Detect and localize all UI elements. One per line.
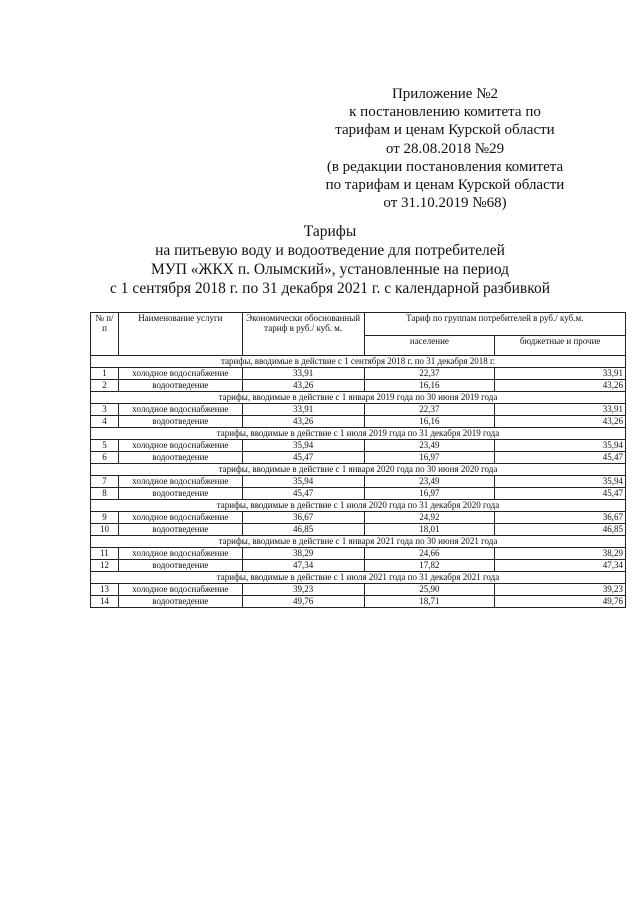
row-number: 4 [91,416,119,428]
economic-tariff-value: 43,26 [242,380,364,392]
row-number: 13 [91,584,119,596]
population-tariff-value: 16,16 [364,380,495,392]
period-label: тарифы, вводимые в действие с 1 июля 2021 года по 31 декабря 2021 года [91,572,626,584]
row-number: 3 [91,404,119,416]
population-tariff-value: 23,49 [364,440,495,452]
service-name: водоотведение [118,524,242,536]
appendix-line: по тарифам и ценам Курской области [325,177,565,194]
period-label: тарифы, вводимые в действие с 1 января 2019 года по 30 июня 2019 года [91,392,626,404]
row-number: 6 [91,452,119,464]
service-name: холодное водоснабжение [118,368,242,380]
budget-tariff-value: 47,34 [495,560,626,572]
table-row [91,416,626,428]
header-service: Наименование услуги [118,313,242,356]
title-line: МУП «ЖКХ п. Олымский», установленные на период [150,261,510,278]
table-row [91,404,626,416]
table-row [91,596,626,608]
row-number: 5 [91,440,119,452]
appendix-line: (в редакции постановления комитета [326,158,564,175]
appendix-line: к постановлению комитета по [349,104,541,121]
budget-tariff-value: 43,26 [495,416,626,428]
economic-tariff-value: 35,94 [242,476,364,488]
tariff-table [90,312,626,608]
population-tariff-value: 18,01 [364,524,495,536]
table-row [91,560,626,572]
service-name: холодное водоснабжение [118,404,242,416]
service-name: водоотведение [118,488,242,500]
service-name: холодное водоснабжение [118,476,242,488]
budget-tariff-value: 36,67 [495,512,626,524]
table-row [91,584,626,596]
service-name: водоотведение [118,416,242,428]
population-tariff-value: 23,49 [364,476,495,488]
appendix-line: тарифам и ценам Курской области [335,122,555,139]
period-row [91,500,626,512]
header-number: № п/п [91,313,119,356]
population-tariff-value: 18,71 [364,596,495,608]
economic-tariff-value: 33,91 [242,404,364,416]
table-row [91,488,626,500]
row-number: 2 [91,380,119,392]
title-line: с 1 сентября 2018 г. по 31 декабря 2021 г. с календарной разбивкой [109,280,551,297]
economic-tariff-value: 45,47 [242,452,364,464]
period-label: тарифы, вводимые в действие с 1 сентября 2018 г. по 31 декабря 2018 г. [91,356,626,368]
row-number: 7 [91,476,119,488]
population-tariff-value: 22,37 [364,404,495,416]
row-number: 11 [91,548,119,560]
table-body [91,356,626,608]
row-number: 10 [91,524,119,536]
table-row [91,440,626,452]
economic-tariff-value: 46,85 [242,524,364,536]
table-row [91,368,626,380]
economic-tariff-value: 36,67 [242,512,364,524]
row-number: 12 [91,560,119,572]
period-row [91,428,626,440]
header-consumer-groups: Тариф по группам потребителей в руб./ куб.м. [364,313,625,336]
service-name: холодное водоснабжение [118,512,242,524]
budget-tariff-value: 33,91 [495,368,626,380]
row-number: 8 [91,488,119,500]
row-number: 14 [91,596,119,608]
row-number: 9 [91,512,119,524]
economic-tariff-value: 35,94 [242,440,364,452]
header-population: население [364,335,495,355]
service-name: водоотведение [118,596,242,608]
table-row [91,452,626,464]
budget-tariff-value: 45,47 [495,452,626,464]
budget-tariff-value: 43,26 [495,380,626,392]
service-name: холодное водоснабжение [118,584,242,596]
population-tariff-value: 16,16 [364,416,495,428]
economic-tariff-value: 47,34 [242,560,364,572]
service-name: водоотведение [118,452,242,464]
budget-tariff-value: 33,91 [495,404,626,416]
population-tariff-value: 17,82 [364,560,495,572]
table-row [91,512,626,524]
budget-tariff-value: 39,23 [495,584,626,596]
header-economic-tariff: Экономически обоснованный тариф в руб./ куб. м. [242,313,364,356]
document-title [60,222,600,298]
budget-tariff-value: 38,29 [495,548,626,560]
economic-tariff-value: 43,26 [242,416,364,428]
period-row [91,536,626,548]
economic-tariff-value: 38,29 [242,548,364,560]
economic-tariff-value: 39,23 [242,584,364,596]
period-row [91,392,626,404]
population-tariff-value: 22,37 [364,368,495,380]
population-tariff-value: 25,90 [364,584,495,596]
appendix-line: от 31.10.2019 №68) [383,195,507,212]
budget-tariff-value: 35,94 [495,476,626,488]
service-name: холодное водоснабжение [118,440,242,452]
service-name: водоотведение [118,380,242,392]
population-tariff-value: 16,97 [364,488,495,500]
period-label: тарифы, вводимые в действие с 1 июля 2019 года по 31 декабря 2019 года [91,428,626,440]
service-name: водоотведение [118,560,242,572]
population-tariff-value: 24,92 [364,512,495,524]
budget-tariff-value: 45,47 [495,488,626,500]
period-row [91,356,626,368]
population-tariff-value: 16,97 [364,452,495,464]
appendix-line: от 28.08.2018 №29 [385,140,505,157]
table-header [91,313,626,356]
period-label: тарифы, вводимые в действие с 1 января 2021 года по 30 июня 2021 года [91,536,626,548]
title-line: на питьевую воду и водоотведение для потребителей [155,242,505,259]
table-row [91,548,626,560]
budget-tariff-value: 35,94 [495,440,626,452]
economic-tariff-value: 45,47 [242,488,364,500]
row-number: 1 [91,368,119,380]
table-row [91,524,626,536]
service-name: холодное водоснабжение [118,548,242,560]
economic-tariff-value: 49,76 [242,596,364,608]
period-label: тарифы, вводимые в действие с 1 января 2020 года по 30 июня 2020 года [91,464,626,476]
appendix-block [300,85,590,212]
appendix-line: Приложение №2 [391,86,499,102]
population-tariff-value: 24,66 [364,548,495,560]
table-row [91,380,626,392]
header-budget: бюджетные и прочие [495,335,626,355]
budget-tariff-value: 49,76 [495,596,626,608]
period-label: тарифы, вводимые в действие с 1 июля 2020 года по 31 декабря 2020 года [91,500,626,512]
title-heading: Тарифы [303,223,357,240]
period-row [91,572,626,584]
table-row [91,476,626,488]
economic-tariff-value: 33,91 [242,368,364,380]
budget-tariff-value: 46,85 [495,524,626,536]
period-row [91,464,626,476]
